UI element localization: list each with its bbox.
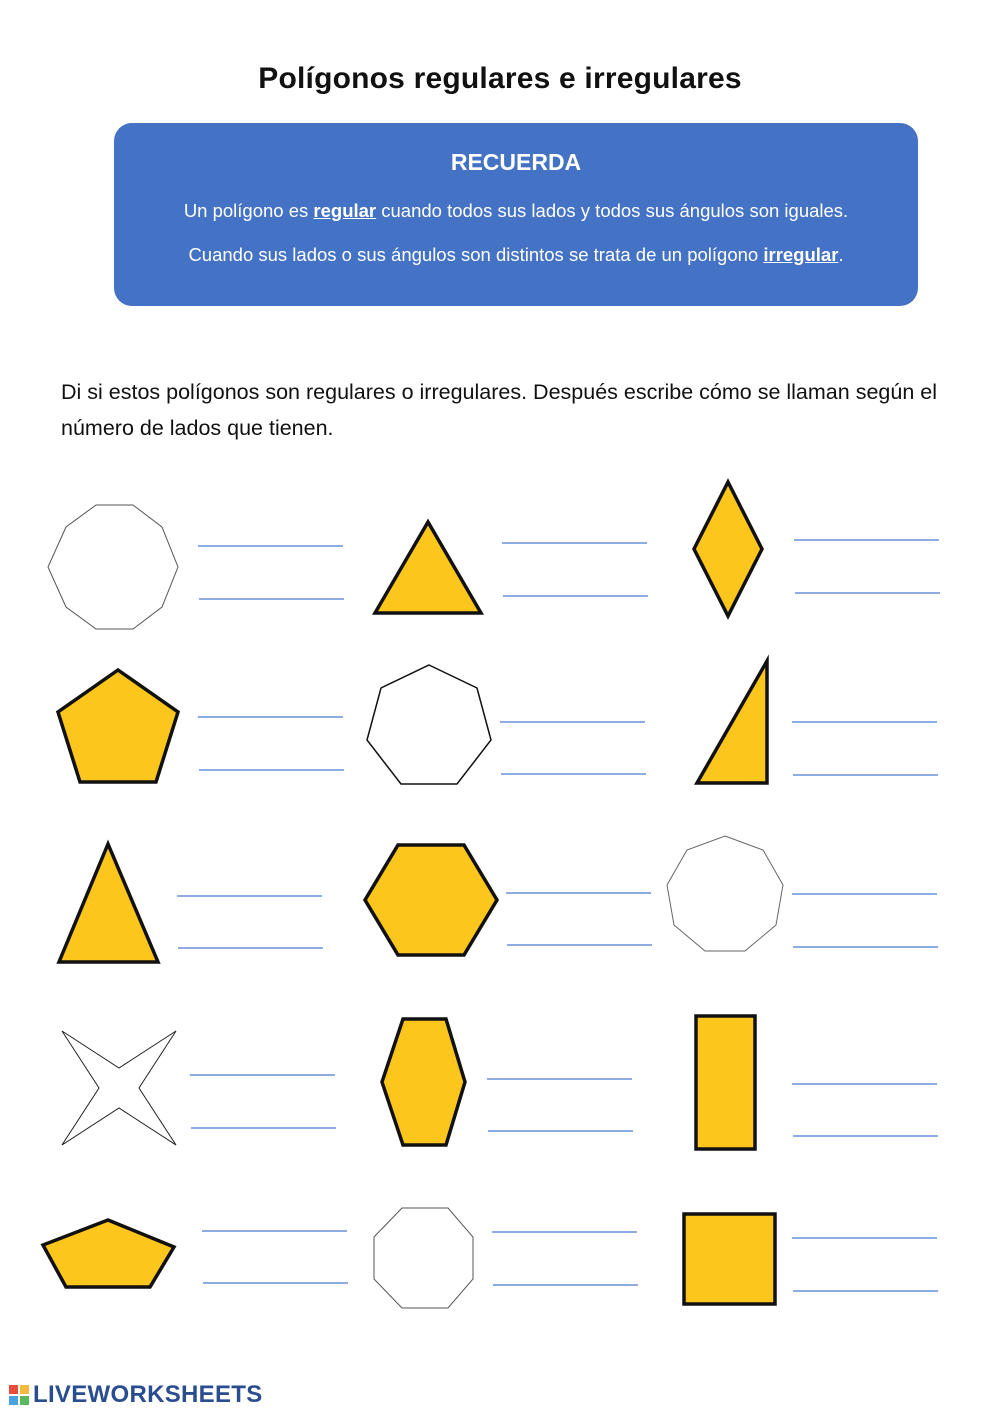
- decagon-shape: [48, 505, 178, 629]
- rhombus-shape: [694, 482, 762, 616]
- square-shape: [684, 1214, 775, 1304]
- footer-logo: [8, 1380, 263, 1410]
- liveworksheets-logo-icon: [8, 1384, 30, 1406]
- page-title: Polígonos regulares e irregulares: [258, 62, 742, 95]
- recuerda-heading: RECUERDA: [450, 149, 582, 175]
- heptagon-shape: [367, 665, 491, 784]
- line2-text-after: .: [838, 244, 844, 265]
- irregular-term: irregular: [763, 244, 839, 265]
- rectangle-shape: [696, 1016, 755, 1149]
- pentagon-shape: [58, 670, 178, 782]
- line2-text-before: Cuando sus lados o sus ángulos son distintos se trata de un polígono: [188, 244, 764, 265]
- octagon-shape: [374, 1208, 473, 1308]
- regular-hexagon-shape: [365, 845, 497, 955]
- line1-text-before: Un polígono es: [183, 200, 314, 221]
- regular-term: regular: [313, 200, 377, 221]
- instructions-text: Di si estos polígonos son regulares o irregulares. Después escribe cómo se llaman según el número de lados que tienen.: [61, 380, 937, 440]
- isosceles-triangle-shape: [59, 844, 158, 962]
- irregular-hexagon-shape: [382, 1019, 465, 1145]
- nonagon-shape: [667, 836, 783, 951]
- equilateral-triangle-shape: [375, 522, 481, 613]
- line1-text-after: cuando todos sus lados y todos sus ángulos son iguales.: [376, 200, 849, 221]
- right-triangle-shape: [697, 661, 767, 783]
- footer-brand: LIVEWORKSHEETS: [33, 1381, 263, 1408]
- irregular-pentagon-shape: [43, 1220, 174, 1287]
- concave-star-shape: [62, 1031, 176, 1145]
